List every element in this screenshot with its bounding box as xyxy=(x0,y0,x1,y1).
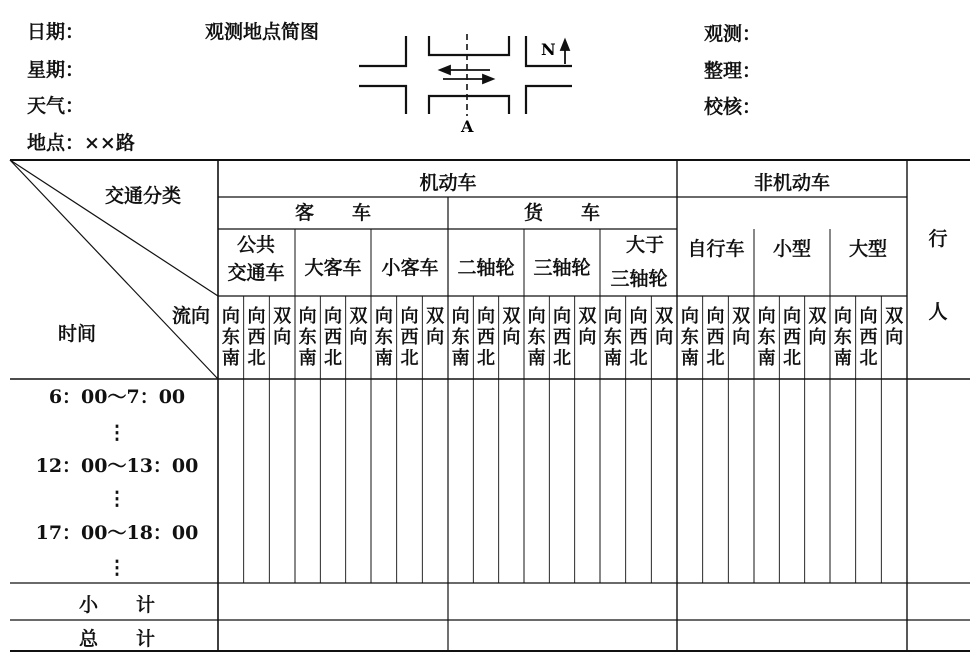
direction-label: 向 xyxy=(477,306,495,327)
corner-traffic-class: 交通分类 xyxy=(105,185,182,207)
observer-label: 观测： xyxy=(704,23,762,45)
direction-label: 向 xyxy=(603,306,622,327)
direction-label: 双 xyxy=(502,306,521,327)
direction-label: 向 xyxy=(273,327,292,348)
header-bus-2: 交通车 xyxy=(227,262,285,284)
date-label: 日期： xyxy=(27,21,85,43)
direction-label: 北 xyxy=(706,348,725,369)
direction-label: 向 xyxy=(732,327,751,348)
direction-label: 向 xyxy=(527,306,546,327)
direction-label: 南 xyxy=(603,348,622,369)
direction-label: 西 xyxy=(859,327,878,348)
total-label: 总 计 xyxy=(78,628,156,650)
header-small: 小型 xyxy=(772,238,812,260)
direction-label: 双 xyxy=(808,306,827,327)
time-row-2: ⋮ xyxy=(107,422,127,444)
header-bicycle: 自行车 xyxy=(687,238,745,260)
subtotal-label: 小 计 xyxy=(78,594,156,616)
time-row-5: 17：00～18：00 xyxy=(35,522,199,544)
direction-label: 西 xyxy=(629,327,648,348)
direction-label: 双 xyxy=(732,306,751,327)
direction-label: 南 xyxy=(298,348,317,369)
direction-label: 向 xyxy=(655,327,674,348)
north-label: N xyxy=(541,40,556,59)
header-large: 大型 xyxy=(848,238,888,260)
direction-label: 双 xyxy=(273,306,292,327)
direction-label: 北 xyxy=(859,348,878,369)
weekday-label: 星期： xyxy=(27,59,85,81)
header-large-bus: 大客车 xyxy=(304,257,362,279)
header-over-three-1: 大于 xyxy=(625,234,665,256)
direction-label: 北 xyxy=(477,348,495,369)
header-two-axle: 二轴轮 xyxy=(457,257,515,279)
direction-label: 东 xyxy=(374,327,393,348)
direction-label: 向 xyxy=(349,327,368,348)
direction-label: 西 xyxy=(706,327,725,348)
weather-label: 天气： xyxy=(27,95,85,117)
time-row-6: ⋮ xyxy=(107,557,127,579)
header-small-bus: 小客车 xyxy=(381,257,439,279)
direction-label: 南 xyxy=(833,348,852,369)
direction-label: 向 xyxy=(426,327,445,348)
checker-label: 校核： xyxy=(704,96,762,118)
direction-label: 北 xyxy=(553,348,571,369)
direction-label: 向 xyxy=(578,327,597,348)
direction-label: 向 xyxy=(783,306,801,327)
header-bus-1: 公共 xyxy=(236,234,276,256)
direction-label: 向 xyxy=(247,306,266,327)
direction-label: 东 xyxy=(221,327,240,348)
direction-label: 向 xyxy=(757,306,776,327)
sketch-title: 观测地点简图 xyxy=(205,21,320,43)
direction-label: 西 xyxy=(553,327,571,348)
time-row-4: ⋮ xyxy=(107,488,127,510)
direction-label: 向 xyxy=(885,327,904,348)
direction-label: 向 xyxy=(502,327,521,348)
direction-label: 南 xyxy=(221,348,240,369)
direction-label: 东 xyxy=(680,327,699,348)
direction-label: 向 xyxy=(451,306,470,327)
direction-label: 向 xyxy=(706,306,725,327)
direction-label: 向 xyxy=(833,306,852,327)
direction-label: 向 xyxy=(400,306,419,327)
direction-label: 向 xyxy=(298,306,317,327)
time-row-3: 12：00～13：00 xyxy=(35,455,199,477)
direction-label: 北 xyxy=(783,348,801,369)
direction-label: 双 xyxy=(578,306,597,327)
point-a-label: A xyxy=(461,117,474,136)
header-over-three-2: 三轴轮 xyxy=(610,268,668,290)
direction-label: 南 xyxy=(527,348,546,369)
corner-flow-direction: 流向 xyxy=(172,305,211,327)
direction-label: 向 xyxy=(629,306,648,327)
direction-label: 南 xyxy=(757,348,776,369)
direction-label: 西 xyxy=(783,327,801,348)
header-freight-car: 货 车 xyxy=(523,202,601,224)
corner-diagonal-1 xyxy=(10,160,218,296)
direction-label: 北 xyxy=(400,348,419,369)
direction-label: 双 xyxy=(349,306,368,327)
direction-label: 北 xyxy=(247,348,266,369)
direction-label: 南 xyxy=(374,348,393,369)
direction-label: 双 xyxy=(655,306,674,327)
organizer-label: 整理： xyxy=(704,60,762,82)
direction-label: 向 xyxy=(221,306,240,327)
direction-label: 南 xyxy=(680,348,699,369)
direction-label: 北 xyxy=(629,348,648,369)
time-row-1: 6：00～7：00 xyxy=(48,386,186,408)
corner-time: 时间 xyxy=(58,323,97,345)
direction-label: 向 xyxy=(324,306,342,327)
direction-label: 东 xyxy=(833,327,852,348)
direction-label: 西 xyxy=(247,327,266,348)
direction-label: 双 xyxy=(885,306,904,327)
direction-label: 向 xyxy=(553,306,571,327)
direction-label: 西 xyxy=(400,327,419,348)
header-motor-vehicle: 机动车 xyxy=(419,172,477,194)
header-three-axle: 三轴轮 xyxy=(533,257,591,279)
direction-label: 东 xyxy=(757,327,776,348)
direction-label: 向 xyxy=(374,306,393,327)
direction-label: 向 xyxy=(808,327,827,348)
direction-label: 东 xyxy=(603,327,622,348)
header-pedestrian-1: 行 xyxy=(928,228,948,250)
direction-label: 西 xyxy=(324,327,342,348)
direction-label: 西 xyxy=(477,327,495,348)
direction-label: 双 xyxy=(426,306,445,327)
direction-label: 南 xyxy=(451,348,470,369)
header-non-motor-vehicle: 非机动车 xyxy=(753,172,831,194)
location-label: 地点：××路 xyxy=(27,132,135,154)
direction-label: 向 xyxy=(680,306,699,327)
direction-label: 东 xyxy=(527,327,546,348)
header-pedestrian-2: 人 xyxy=(928,301,948,323)
direction-label: 东 xyxy=(451,327,470,348)
direction-label: 东 xyxy=(298,327,317,348)
header-passenger-car: 客 车 xyxy=(294,202,372,224)
direction-label: 向 xyxy=(859,306,878,327)
direction-label: 北 xyxy=(324,348,342,369)
